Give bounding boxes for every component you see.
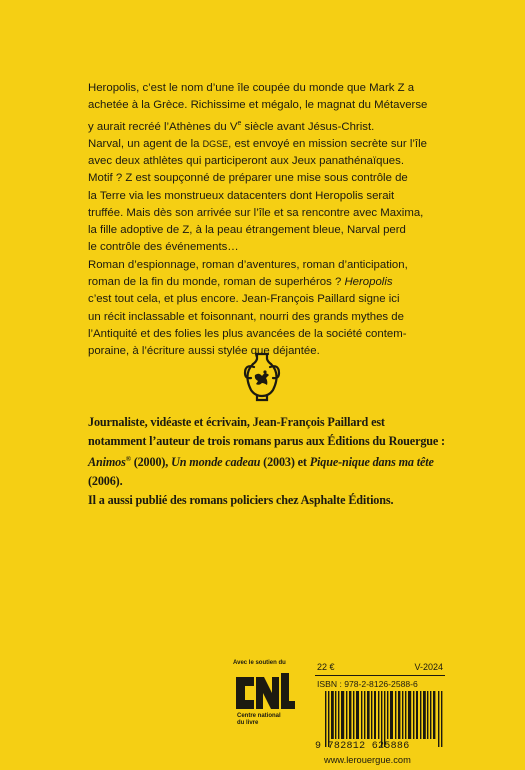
back-cover-blurb	[88, 80, 448, 361]
registered-mark: ®	[125, 455, 131, 464]
blurb-line: le contrôle des événements…	[88, 241, 239, 254]
blurb-line: truffée. Mais dès son arrivée sur l’île et sa rencontre avec Maxima,	[88, 206, 424, 219]
bio-text: (2006).	[88, 474, 123, 489]
isbn: ISBN : 978-2-8126-2588-6	[315, 675, 445, 689]
blurb-line: l’Antiquité et des folies les plus avancées de la société contem-	[88, 327, 407, 340]
svg-text:du livre: du livre	[237, 720, 259, 726]
bio-text: (2003) et	[260, 455, 310, 470]
publisher-website-link[interactable]: www.lerouergue.com	[324, 755, 411, 765]
book-title-italic: Heropolis	[344, 276, 393, 289]
book-title-italic: Un monde cadeau	[171, 455, 261, 470]
blurb-line: poraine, à l’écriture aussi stylée que déjantée.	[88, 345, 320, 358]
bio-line: notamment l’auteur de trois romans parus aux Éditions du Rouergue :	[88, 433, 445, 448]
bio-line	[88, 450, 458, 490]
bio-line: Journaliste, vidéaste et écrivain, Jean-François Paillard est	[88, 415, 385, 429]
price-isbn-block	[315, 659, 445, 767]
bio-line: Il a aussi publié des romans policiers chez Asphalte Éditions.	[88, 492, 394, 507]
blurb-line: la Terre via les monstrueux datacenters dont Heropolis serait	[88, 189, 395, 202]
blurb-text: y aurait recréé l’Athènes du V	[88, 120, 238, 133]
book-title-italic: Pique-nique dans ma tête	[309, 455, 434, 470]
author-bio	[88, 413, 458, 510]
cnl-logo	[233, 669, 295, 727]
barcode-bars	[325, 691, 443, 747]
barcode	[315, 691, 445, 751]
svg-text:Centre national: Centre national	[237, 713, 281, 719]
bio-text: (2000),	[130, 455, 172, 470]
book-title-italic: Animos	[88, 455, 126, 470]
blurb-line: avec deux athlètes qui participeront aux Jeux panathénaïques.	[88, 154, 404, 167]
blurb-line: achetée à la Grèce. Richissime et mégalo, le magnat du Métaverse	[88, 99, 428, 112]
blurb-text: siècle avant Jésus-Christ.	[241, 120, 375, 133]
blurb-text: roman de la fin du monde, roman de superhéros ?	[88, 276, 345, 289]
barcode-digits: 9 782812 625886	[315, 741, 410, 752]
blurb-line: Heropolis, c’est le nom d’une île coupée du monde que Mark Z a	[88, 82, 415, 94]
price-row	[315, 659, 445, 672]
cnl-support-block	[233, 660, 295, 732]
blurb-line: un récit inclassable et foisonnant, nourri des grands mythes de	[88, 310, 404, 323]
blurb-line: Motif ? Z est soupçonné de préparer une mise sous contrôle de	[88, 172, 408, 185]
greek-vase-icon	[241, 350, 283, 404]
blurb-line	[88, 136, 448, 153]
blurb-text: Narval, un agent de la	[88, 137, 203, 150]
edition-version: V-2024	[414, 662, 443, 672]
blurb-line	[88, 115, 448, 136]
superscript: e	[237, 119, 242, 127]
price: 22 €	[317, 662, 335, 672]
blurb-line: la fille adoptive de Z, à la peau étrangement bleue, Narval perd	[88, 224, 406, 237]
blurb-line	[88, 274, 448, 291]
blurb-line: c’est tout cela, et plus encore. Jean-François Paillard signe ici	[88, 293, 400, 306]
blurb-text: , est envoyé en mission secrète sur l’île	[228, 137, 427, 150]
blurb-line: Roman d’espionnage, roman d’aventures, roman d’anticipation,	[88, 258, 408, 271]
small-caps-acronym: DGSE	[202, 138, 229, 149]
support-label: Avec le soutien du	[233, 660, 286, 666]
